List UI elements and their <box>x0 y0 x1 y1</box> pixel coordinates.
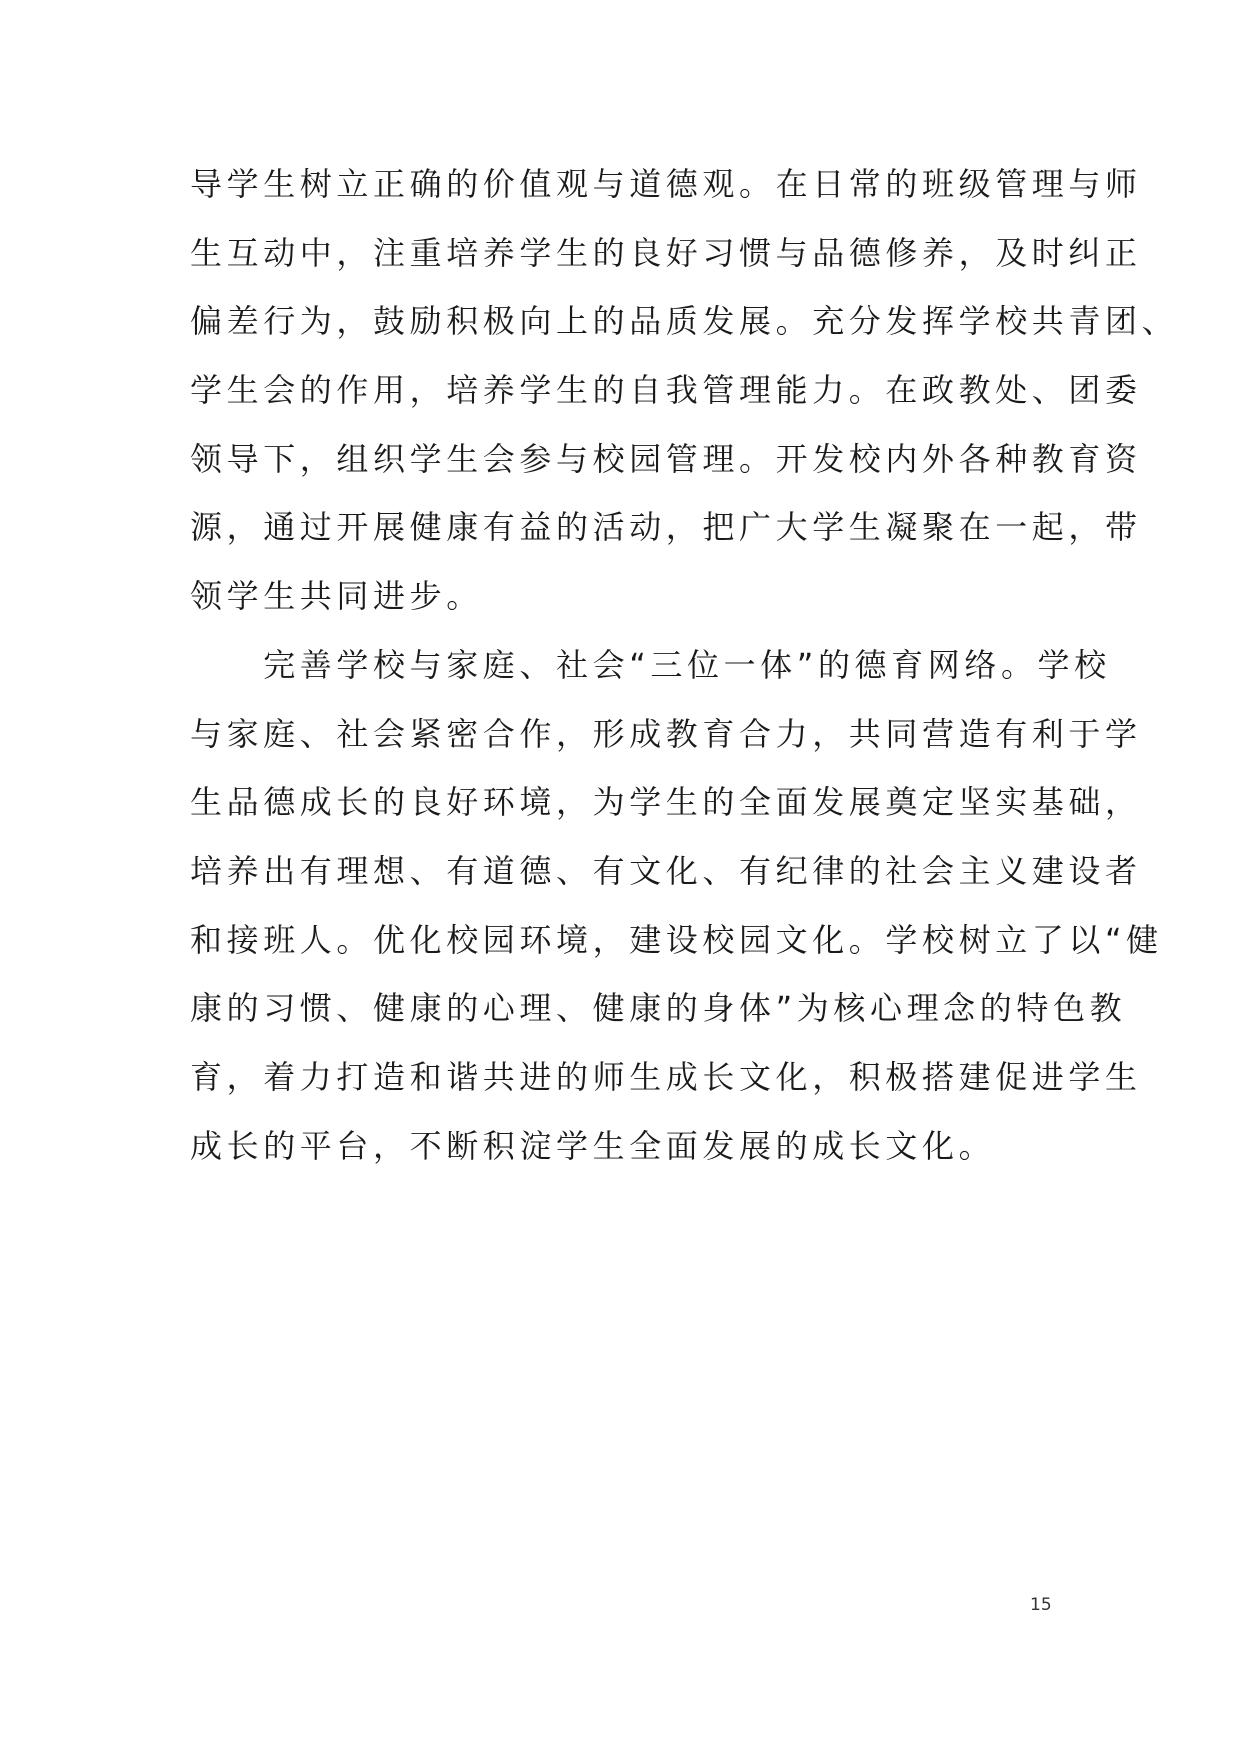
text-line: 和接班人。优化校园环境，建设校园文化。学校树立了以“健 <box>190 920 1163 959</box>
text-line: 生品德成长的良好环境，为学生的全面发展奠定坚实基础， <box>190 783 1142 822</box>
body-text <box>190 150 1179 1180</box>
text-line: 领导下，组织学生会参与校园管理。开发校内外各种教育资 <box>190 439 1142 478</box>
text-line: 康的习惯、健康的心理、健康的身体”为核心理念的特色教 <box>190 989 1127 1028</box>
text-line: 生互动中，注重培养学生的良好习惯与品德修养，及时纠正 <box>190 233 1142 272</box>
text-line: 培养出有理想、有道德、有文化、有纪律的社会主义建设者 <box>190 851 1142 890</box>
text-line: 与家庭、社会紧密合作，形成教育合力，共同营造有利于学 <box>190 714 1142 753</box>
text-line: 成长的平台，不断积淀学生全面发展的成长文化。 <box>190 1126 996 1165</box>
text-line: 学生会的作用，培养学生的自我管理能力。在政教处、团委 <box>190 371 1142 410</box>
text-line: 育，着力打造和谐共进的师生成长文化，积极搭建促进学生 <box>190 1057 1142 1096</box>
text-line: 偏差行为，鼓励积极向上的品质发展。充分发挥学校共青团、 <box>190 302 1179 341</box>
text-line: 完善学校与家庭、社会“三位一体”的德育网络。学校 <box>190 645 1111 684</box>
text-line: 源，通过开展健康有益的活动，把广大学生凝聚在一起，带 <box>190 508 1142 547</box>
text-line: 领学生共同进步。 <box>190 577 483 616</box>
page-number: 15 <box>1030 1595 1052 1615</box>
text-line: 导学生树立正确的价值观与道德观。在日常的班级管理与师 <box>190 165 1142 203</box>
